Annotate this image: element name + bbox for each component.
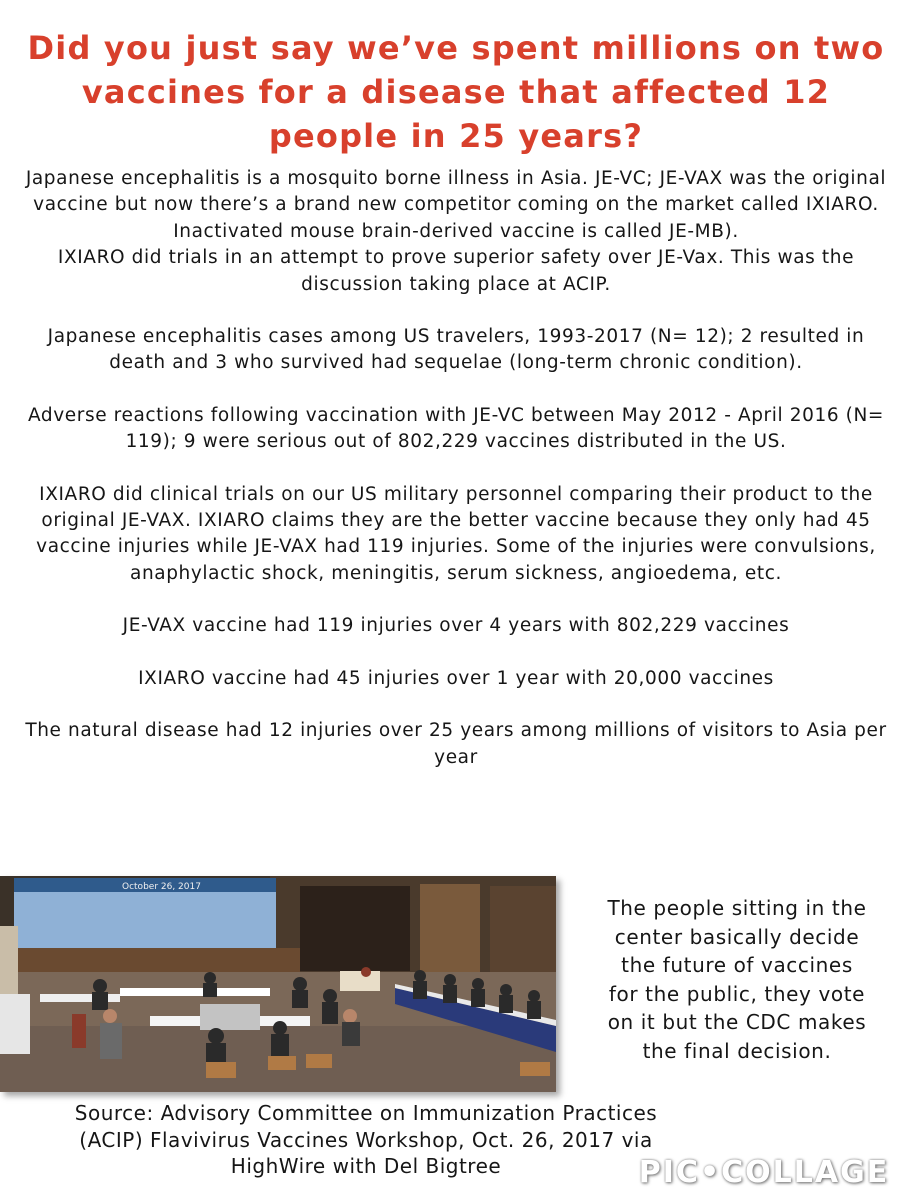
paragraph-adverse-reactions: Adverse reactions following vaccination with JE-VC between May 2012 - April 2016 (N= 119); 9 were serious out of 802,229 vaccines distributed in the US. — [27, 404, 885, 453]
paragraph-natural-disease: The natural disease had 12 injuries over 25 years among millions of visitors to Asia per year — [25, 720, 887, 768]
headline-line: people in 25 years? — [268, 117, 644, 155]
source-line: (ACIP) Flavivirus Vaccines Workshop, Oct. 26, 2017 via — [79, 1127, 653, 1152]
photo-date-overlay: October 26, 2017 — [122, 882, 201, 892]
caption-line: on it but the CDC makes — [607, 1010, 867, 1035]
paragraph-ixiaro-stat: IXIARO vaccine had 45 injuries over 1 year with 20,000 vaccines — [138, 667, 774, 689]
caption-line: the final decision. — [642, 1038, 832, 1063]
source-citation — [0, 1100, 732, 1180]
meeting-room-illustration — [0, 876, 556, 1092]
headline — [20, 26, 892, 158]
caption-line: The people sitting in the — [607, 896, 867, 920]
headline-line: vaccines for a disease that affected 12 — [81, 73, 831, 111]
pic-collage-watermark: PIC•COLLAGE — [638, 1154, 890, 1190]
meeting-photo — [0, 876, 556, 1092]
source-line: Source: Advisory Committee on Immunization Practices — [74, 1101, 658, 1125]
source-line: HighWire with Del Bigtree — [230, 1154, 502, 1178]
paragraph-intro: Japanese encephalitis is a mosquito borne illness in Asia. JE-VC; JE-VAX was the original vaccine but now there’s a brand new competitor coming on the market called IXIARO. Inactivated mouse brain-derived vaccine is called JE-MB). — [25, 168, 887, 242]
article-body — [18, 166, 894, 771]
photo-caption — [572, 894, 902, 1066]
caption-line: the future of vaccines — [621, 953, 853, 978]
caption-line: center basically decide — [614, 924, 860, 949]
paragraph-clinical-trials: IXIARO did clinical trials on our US military personnel comparing their product to the original JE-VAX. IXIARO claims they are the better vaccine because they only had 45 vaccine injuries while JE-VAX had 119 injuries. Some of the injuries were convulsions, anaphylactic shock, meningitis, serum sickness, angioedema, etc. — [36, 483, 876, 584]
paragraph-trials: IXIARO did trials in an attempt to prove superior safety over JE-Vax. This was the discussion taking place at ACIP. — [57, 247, 855, 295]
paragraph-cases: Japanese encephalitis cases among US travelers, 1993-2017 (N= 12); 2 resulted in death and 3 who survived had sequelae (long-term chronic condition). — [47, 326, 865, 374]
paragraph-jevax-stat: JE-VAX vaccine had 119 injuries over 4 years with 802,229 vaccines — [122, 615, 790, 637]
headline-line: Did you just say we’ve spent millions on two — [27, 29, 885, 67]
caption-line: for the public, they vote — [608, 981, 866, 1006]
